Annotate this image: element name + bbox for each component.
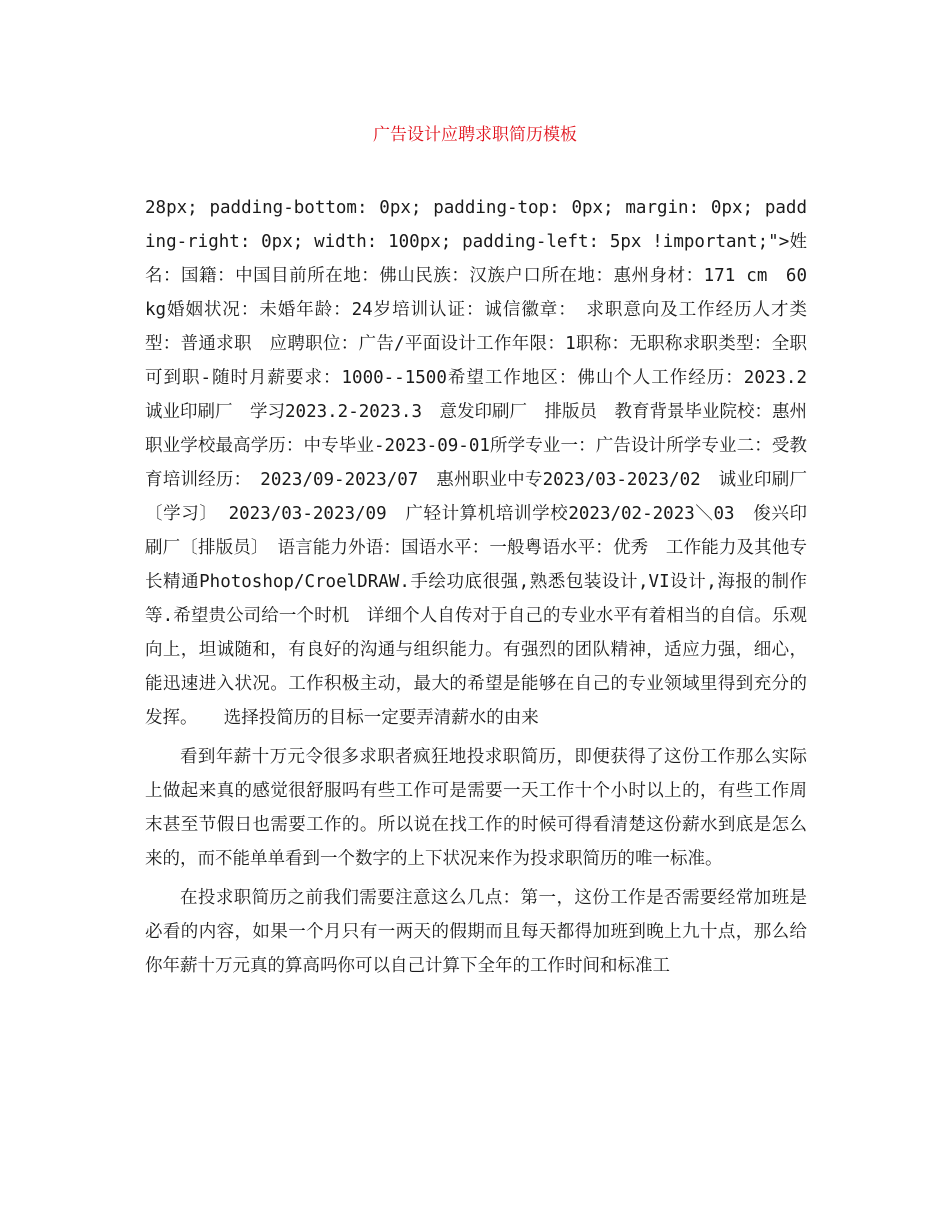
document-body	[145, 191, 825, 988]
document-title: 广告设计应聘求职简历模板	[373, 125, 577, 145]
body-paragraph-salary-origin: 看到年薪十万元令很多求职者疯狂地投求职简历，即便获得了这份工作那么实际上做起来真的感觉很舒服吗有些工作可是需要一天工作十个小时以上的，有些工作周末甚至节假日也需要工作的。所以说在找工作的时候可得看清楚这份薪水到底是怎么来的，而不能单单看到一个数字的上下状况来作为投求职简历的唯一标准。	[145, 747, 807, 869]
body-paragraph-resume-details: 28px; padding-bottom: 0px; padding-top: 0px; margin: 0px; padding-right: 0px; width: 100px; padding-left: 5px !important;">姓名：国籍：中国目前所在地：佛山民族：汉族户口所在地：惠州身材：171 cm 60 kg婚姻状况：未婚年龄：24岁培训认证：诚信徽章： 求职意向及工作经历人才类型：普通求职 应聘职位：广告/平面设计工作年限：1职称：无职称求职类型：全职可到职-随时月薪要求：1000--1500希望工作地区：佛山个人工作经历：2023.2 诚业印刷厂 学习2023.2-2023.3 意发印刷厂 排版员 教育背景毕业院校：惠州职业学校最高学历：中专毕业-2023-09-01所学专业一：广告设计所学专业二：受教育培训经历： 2023/09-2023/07 惠州职业中专2023/03-2023/02 诚业印刷厂〔学习〕 2023/03-2023/09 广轻计算机培训学校2023/02-2023＼03 俊兴印刷厂〔排版员〕 语言能力外语：国语水平：一般粤语水平：优秀 工作能力及其他专长精通Photoshop/CroelDRAW.手绘功底很强,熟悉包装设计,VI设计,海报的制作等.希望贵公司给一个时机 详细个人自传对于自己的专业水平有着相当的自信。乐观向上，坦诚随和，有良好的沟通与组织能力。有强烈的团队精神，适应力强，细心，能迅速进入状况。工作积极主动，最大的希望是能够在自己的专业领域里得到充分的发挥。 选择投简历的目标一定要弄清薪水的由来	[145, 198, 825, 728]
body-paragraph-notes-before-applying: 在投求职简历之前我们需要注意这么几点：第一，这份工作是否需要经常加班是必看的内容，如果一个月只有一两天的假期而且每天都得加班到晚上九十点，那么给你年薪十万元真的算高吗你可以自己计算下全年的工作时间和标准工	[145, 888, 807, 976]
